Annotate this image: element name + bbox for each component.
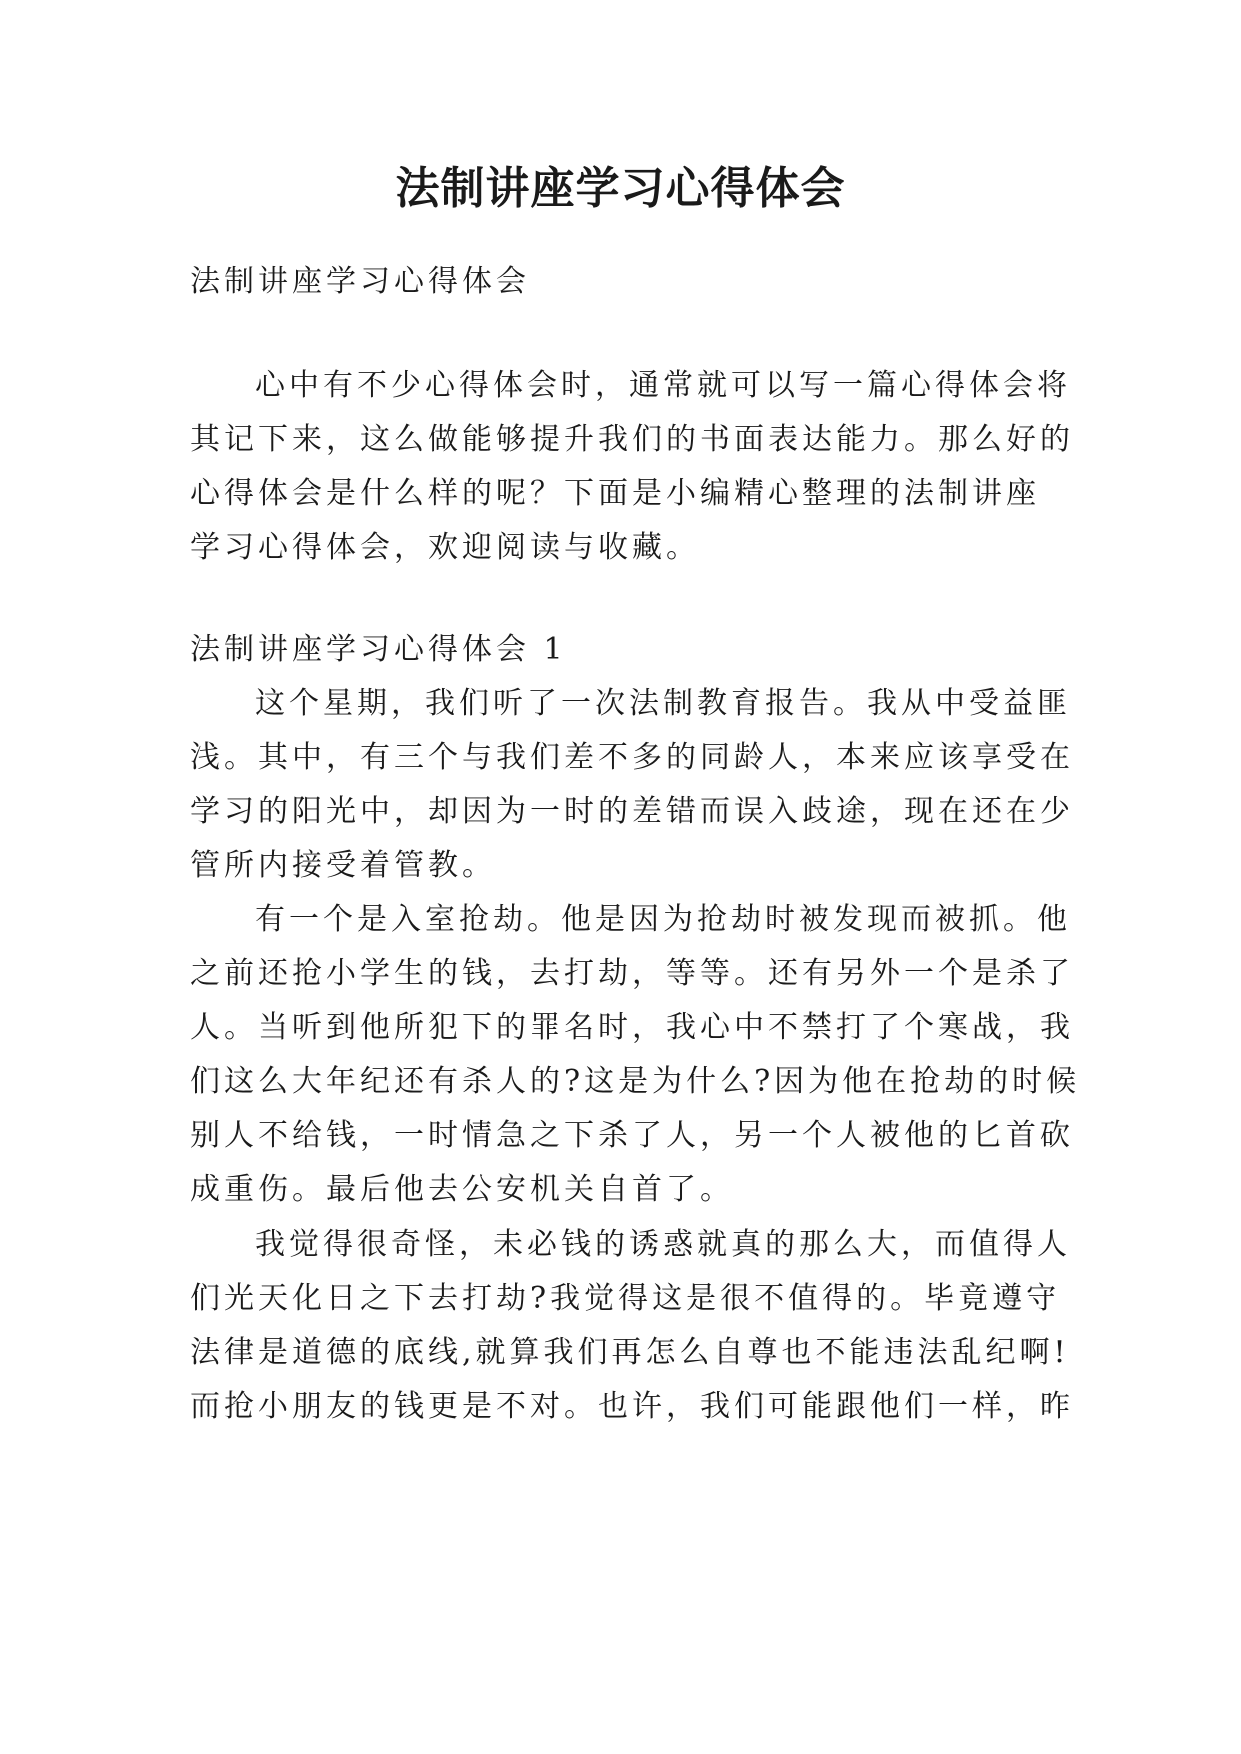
paragraph-line: 这个星期，我们听了一次法制教育报告。我从中受益匪 bbox=[255, 686, 1071, 721]
paragraph-line: 之前还抢小学生的钱，去打劫，等等。还有另外一个是杀了 bbox=[190, 956, 1074, 991]
document-subtitle: 法制讲座学习心得体会 bbox=[190, 264, 530, 299]
paragraph-line: 成重伤。最后他去公安机关自首了。 bbox=[190, 1172, 734, 1207]
paragraph-line: 管所内接受着管教。 bbox=[190, 848, 496, 883]
intro-line: 其记下来，这么做能够提升我们的书面表达能力。那么好的 bbox=[190, 422, 1074, 457]
intro-line: 心得体会是什么样的呢？下面是小编精心整理的法制讲座 bbox=[190, 476, 1040, 511]
paragraph-line: 人。当听到他所犯下的罪名时，我心中不禁打了个寒战，我 bbox=[190, 1010, 1074, 1045]
section-heading: 法制讲座学习心得体会 1 bbox=[190, 632, 567, 667]
paragraph-line: 别人不给钱，一时情急之下杀了人，另一个人被他的匕首砍 bbox=[190, 1118, 1074, 1153]
paragraph-line: 而抢小朋友的钱更是不对。也许，我们可能跟他们一样，昨 bbox=[190, 1389, 1074, 1424]
paragraph-line: 们这么大年纪还有杀人的?这是为什么?因为他在抢劫的时候 bbox=[190, 1064, 1081, 1099]
intro-line: 心中有不少心得体会时，通常就可以写一篇心得体会将 bbox=[255, 368, 1071, 403]
paragraph-line: 浅。其中，有三个与我们差不多的同龄人，本来应该享受在 bbox=[190, 740, 1074, 775]
paragraph-line: 我觉得很奇怪，未必钱的诱惑就真的那么大，而值得人 bbox=[255, 1227, 1071, 1262]
paragraph-line: 法律是道德的底线,就算我们再怎么自尊也不能违法乱纪啊! bbox=[190, 1335, 1070, 1370]
paragraph-line: 学习的阳光中，却因为一时的差错而误入歧途，现在还在少 bbox=[190, 794, 1074, 829]
document-title: 法制讲座学习心得体会 bbox=[395, 163, 846, 214]
paragraph-line: 有一个是入室抢劫。他是因为抢劫时被发现而被抓。他 bbox=[255, 902, 1071, 937]
intro-line: 学习心得体会，欢迎阅读与收藏。 bbox=[190, 530, 700, 565]
paragraph-line: 们光天化日之下去打劫?我觉得这是很不值得的。毕竟遵守 bbox=[190, 1281, 1061, 1316]
